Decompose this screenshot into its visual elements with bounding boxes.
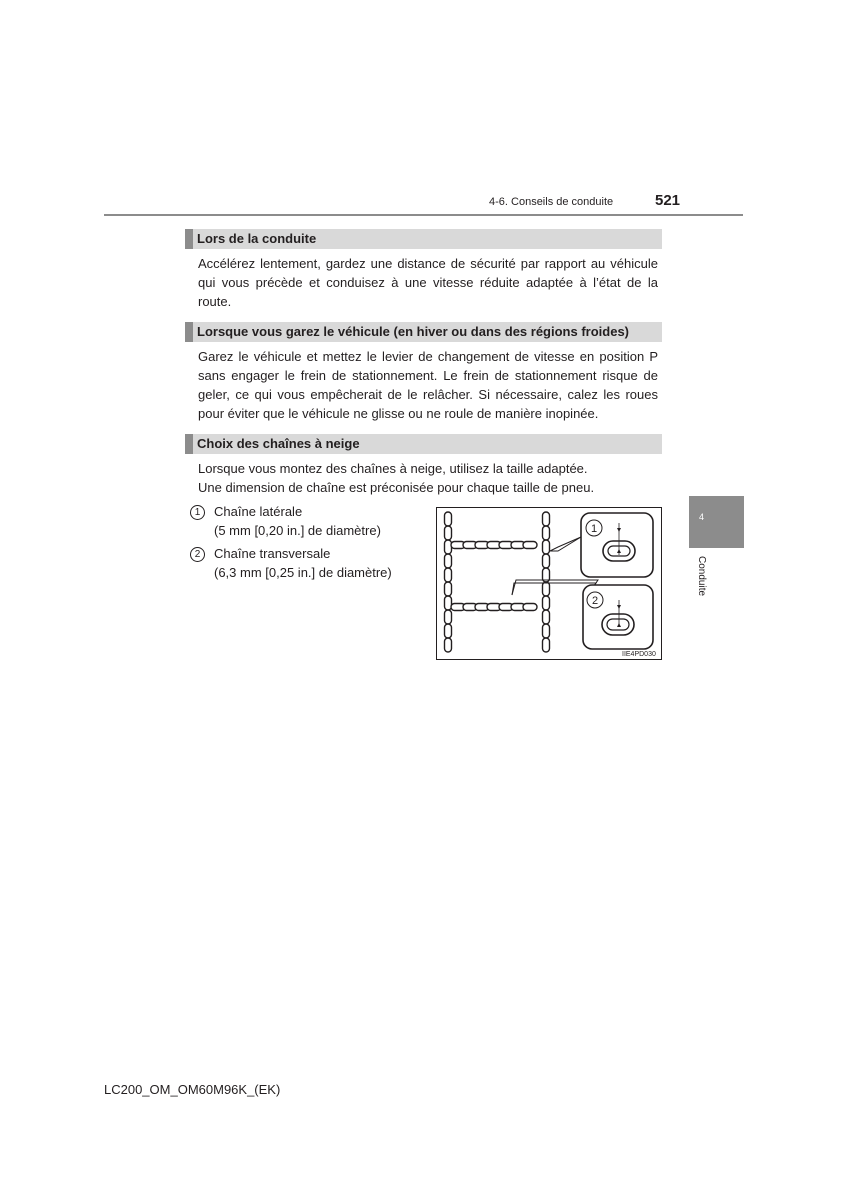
item-text bbox=[214, 502, 381, 540]
page-number: 521 bbox=[655, 192, 681, 209]
paragraph-line: sans engager le frein de stationnement. Le frein de stationnement risque de bbox=[198, 368, 658, 383]
paragraph-line: Garez le véhicule et mettez le levier de changement de vitesse en position P bbox=[198, 349, 658, 364]
section-paragraph-snow-chains bbox=[198, 459, 658, 497]
chapter-tab bbox=[689, 496, 744, 548]
chapter-number: 4 bbox=[699, 512, 705, 522]
section-heading-driving: Lors de la conduite bbox=[185, 229, 662, 249]
paragraph-line: qui vous précède et conduisez à une vitesse réduite adaptée à l’état de la bbox=[198, 275, 658, 290]
paragraph-line: pour éviter que le véhicule ne glisse ou ne roule de manière inopinée. bbox=[198, 406, 599, 421]
item-number-badge: 1 bbox=[190, 505, 205, 520]
detail-box-side-chain bbox=[581, 513, 653, 577]
cross-chain-top bbox=[451, 542, 537, 549]
paragraph-line: Accélérez lentement, gardez une distance de sécurité par rapport au véhicule bbox=[198, 256, 658, 271]
item-name: Chaîne latérale bbox=[214, 504, 303, 519]
paragraph-line: route. bbox=[198, 294, 232, 309]
paragraph-line: Lorsque vous montez des chaînes à neige, utilisez la taille adaptée. bbox=[198, 461, 588, 476]
detail-box-cross-chain bbox=[583, 585, 653, 649]
header-section-title: 4-6. Conseils de conduite bbox=[489, 196, 614, 208]
figure-code: IIE4PD030 bbox=[622, 651, 656, 658]
section-paragraph-parking bbox=[198, 347, 658, 423]
item-detail: (6,3 mm [0,25 in.] de diamètre) bbox=[214, 565, 392, 580]
callout-number: 2 bbox=[591, 595, 599, 607]
section-paragraph-driving bbox=[198, 254, 658, 311]
item-name: Chaîne transversale bbox=[214, 546, 331, 561]
item-text bbox=[214, 544, 392, 582]
header-rule bbox=[104, 214, 743, 216]
snow-chain-illustration bbox=[436, 507, 662, 660]
section-heading-parking: Lorsque vous garez le véhicule (en hiver ou dans des régions froides) bbox=[185, 322, 662, 342]
callout-number: 1 bbox=[590, 523, 598, 535]
cross-chain-bottom bbox=[451, 604, 537, 611]
paragraph-line: Une dimension de chaîne est préconisée pour chaque taille de pneu. bbox=[198, 480, 595, 495]
section-heading-snow-chains: Choix des chaînes à neige bbox=[185, 434, 662, 454]
item-number-badge: 2 bbox=[190, 547, 205, 562]
chapter-label: Conduite bbox=[696, 556, 707, 597]
paragraph-line: geler, ce qui vous empêcherait de le relâcher. Si nécessaire, calez les roues bbox=[198, 387, 658, 402]
footer-code: LC200_OM_OM60M96K_(EK) bbox=[104, 1082, 281, 1097]
item-detail: (5 mm [0,20 in.] de diamètre) bbox=[214, 523, 381, 538]
